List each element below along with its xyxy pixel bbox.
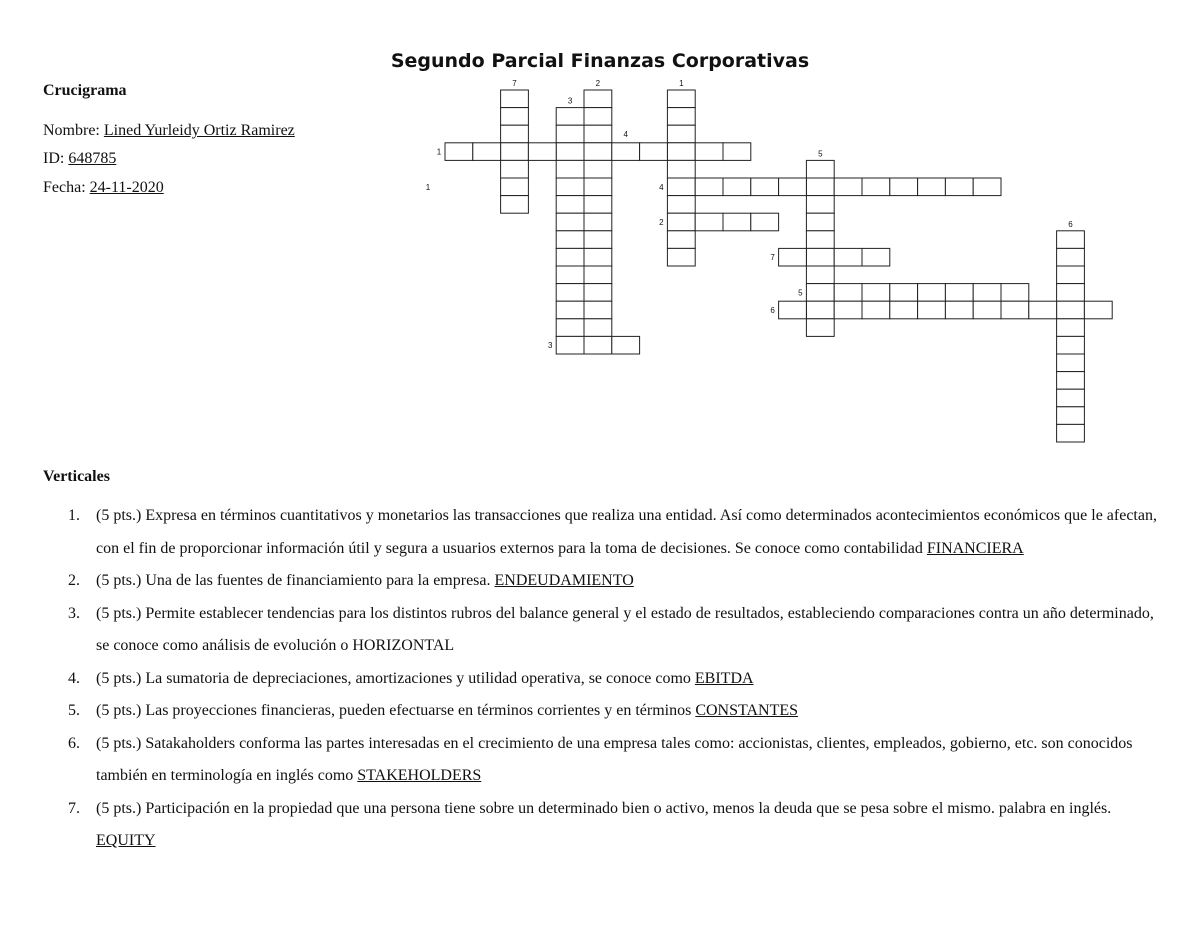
crossword-cell	[834, 178, 862, 196]
crossword-cell	[779, 248, 807, 266]
info-label: Nombre:	[43, 122, 104, 139]
crossword-cell	[1057, 424, 1085, 442]
crossword-cell	[723, 213, 751, 231]
clue-item	[43, 695, 1163, 728]
crossword-cell	[973, 284, 1001, 302]
crossword-cell	[834, 248, 862, 266]
crossword-cell	[1057, 407, 1085, 425]
crossword-cell	[918, 178, 946, 196]
across-clue-number: 4	[659, 182, 664, 192]
crossword-cell	[501, 90, 529, 108]
crossword-cell	[806, 160, 834, 178]
crossword-cell	[584, 301, 612, 319]
crossword-cell	[695, 178, 723, 196]
clue-item	[43, 663, 1163, 696]
crossword-cell	[723, 143, 751, 161]
across-clue-number: 7	[770, 253, 775, 263]
crossword-cell	[612, 336, 640, 354]
crossword-cell	[667, 143, 695, 161]
crossword-cell	[973, 301, 1001, 319]
clue-number: 7.	[68, 799, 80, 817]
crossword-cell	[890, 284, 918, 302]
info-value: 648785	[68, 150, 117, 167]
crossword-cell	[667, 108, 695, 126]
crossword-cell	[1057, 248, 1085, 266]
crossword-heading: Crucigrama	[43, 82, 127, 99]
crossword-cell	[556, 196, 584, 214]
page-title: Segundo Parcial Finanzas Corporativas	[390, 50, 810, 72]
crossword-cell	[1057, 389, 1085, 407]
clue-answer: EBITDA	[694, 669, 754, 687]
crossword-cell	[556, 213, 584, 231]
crossword-cell	[806, 266, 834, 284]
crossword-cell	[556, 284, 584, 302]
down-clue-number: 5	[818, 149, 823, 159]
clue-item	[43, 728, 1163, 793]
clue-item	[43, 565, 1163, 598]
clue-text: (5 pts.) Expresa en términos cuantitativos y monetarios las transacciones que realiza una entidad. Así como determinados acontecimientos económicos que le afectan, con el fin de proporcionar información útil y segura a usuarios externos para la toma de decisiones. Se conoce como contabilidad	[96, 507, 1157, 557]
crossword-cell	[862, 178, 890, 196]
crossword-cell	[806, 301, 834, 319]
clue-item	[43, 793, 1163, 858]
crossword-cell	[695, 143, 723, 161]
crossword-cell	[584, 196, 612, 214]
crossword-cell	[584, 108, 612, 126]
crossword-cell	[556, 125, 584, 143]
down-clue-number: 1	[679, 79, 684, 88]
clue-text: (5 pts.) Las proyecciones financieras, pueden efectuarse en términos corrientes y en términos	[96, 702, 696, 719]
info-value: 24-11-2020	[89, 179, 164, 196]
crossword-cell	[501, 143, 529, 161]
crossword-cell	[556, 319, 584, 337]
clue-text: (5 pts.) Satakaholders conforma las partes interesadas en el crecimiento de una empresa tales como: accionistas, clientes, empleados, gobierno, etc. son conocidos también en terminología en inglés como	[96, 734, 1133, 784]
crossword-cell	[556, 248, 584, 266]
clue-number: 2.	[68, 572, 80, 589]
crossword-cell	[584, 178, 612, 196]
info-value: Lined Yurleidy Ortiz Ramirez	[103, 122, 295, 139]
clue-list	[43, 500, 1163, 858]
clue-text: (5 pts.) La sumatoria de depreciaciones, amortizaciones y utilidad operativa, se conoce como	[96, 669, 695, 687]
clue-answer: ENDEUDAMIENTO	[494, 572, 634, 589]
clue-item	[43, 500, 1163, 565]
crossword-cell	[584, 125, 612, 143]
crossword-cell	[528, 143, 556, 161]
crossword-cell	[584, 160, 612, 178]
crossword-cell	[806, 213, 834, 231]
crossword-cell	[584, 143, 612, 161]
crossword-cell	[1057, 301, 1085, 319]
crossword-cell	[501, 178, 529, 196]
crossword-cell	[1001, 301, 1029, 319]
crossword-cell	[501, 196, 529, 214]
crossword-cell	[667, 213, 695, 231]
crossword-cell	[501, 160, 529, 178]
crossword-cell	[890, 301, 918, 319]
crossword-cell	[501, 125, 529, 143]
crossword-cell	[945, 301, 973, 319]
crossword-cell	[1029, 301, 1057, 319]
clue-answer: EQUITY	[96, 832, 156, 849]
crossword-cell	[667, 125, 695, 143]
crossword-cell	[751, 213, 779, 231]
crossword-cell	[834, 301, 862, 319]
crossword-cell	[1057, 231, 1085, 249]
clue-number: 4.	[68, 669, 80, 687]
crossword-cell	[667, 90, 695, 108]
across-clue-number: 1	[436, 147, 442, 157]
crossword-cell	[584, 90, 612, 108]
info-label: Fecha:	[43, 179, 90, 196]
crossword-cell	[918, 284, 946, 302]
crossword-cell	[584, 284, 612, 302]
crossword-cell	[945, 178, 973, 196]
crossword-cell	[806, 178, 834, 196]
crossword-cell	[862, 301, 890, 319]
crossword-cell	[1084, 301, 1112, 319]
crossword-cell	[556, 160, 584, 178]
crossword-cell	[806, 284, 834, 302]
down-clue-number: 7	[512, 79, 517, 88]
crossword-cell	[890, 178, 918, 196]
crossword-cell	[584, 266, 612, 284]
clue-answer: STAKEHOLDERS	[357, 767, 482, 784]
crossword-cell	[556, 266, 584, 284]
clue-text: (5 pts.) Una de las fuentes de financiamiento para la empresa.	[96, 572, 495, 589]
crossword-cell	[667, 248, 695, 266]
crossword-cell	[556, 301, 584, 319]
grid-number-label: 1	[425, 182, 431, 192]
crossword-cell	[1057, 319, 1085, 337]
crossword-cell	[640, 143, 668, 161]
crossword-cell	[806, 196, 834, 214]
clue-number: 6.	[68, 734, 80, 752]
grid-number-label: 4	[623, 130, 628, 139]
crossword-cell	[1057, 336, 1085, 354]
clue-answer: HORIZONTAL	[352, 637, 455, 654]
crossword-cell	[584, 248, 612, 266]
crossword-cell	[667, 160, 695, 178]
down-clue-number: 3	[567, 96, 573, 106]
crossword-cell	[445, 143, 473, 161]
crossword-cell	[501, 108, 529, 126]
crossword-cell	[667, 231, 695, 249]
crossword-cell	[584, 336, 612, 354]
down-clue-number: 2	[595, 79, 601, 88]
crossword-cell	[723, 178, 751, 196]
across-clue-number: 5	[798, 288, 803, 298]
crossword-cell	[556, 178, 584, 196]
clue-answer: CONSTANTES	[695, 702, 799, 719]
clue-item	[43, 598, 1163, 663]
clue-number: 5.	[68, 702, 80, 719]
crossword-cell	[1057, 372, 1085, 390]
crossword-cell	[695, 213, 723, 231]
crossword-cell	[584, 213, 612, 231]
crossword-cell	[584, 319, 612, 337]
crossword-cell	[667, 178, 695, 196]
crossword-cell	[806, 231, 834, 249]
crossword-cell	[584, 231, 612, 249]
crossword-cell	[918, 301, 946, 319]
crossword-cell	[667, 196, 695, 214]
clue-text: (5 pts.) Participación en la propiedad que una persona tiene sobre un determinado bien o activo, menos la deuda que se pesa sobre el mismo. palabra en inglés.	[96, 799, 1112, 817]
clue-text: (5 pts.) Permite establecer tendencias para los distintos rubros del balance general y el estado de resultados, estableciendo comparaciones contra un año determinado, se conoce como análisis de evolución o	[96, 604, 1154, 654]
section-title: Verticales	[43, 468, 110, 485]
crossword-cell	[556, 336, 584, 354]
crossword-cell	[834, 284, 862, 302]
crossword-cell	[779, 301, 807, 319]
down-clue-number: 6	[1068, 219, 1073, 229]
crossword-cell	[556, 143, 584, 161]
crossword-cell	[1001, 284, 1029, 302]
crossword-cell	[973, 178, 1001, 196]
clue-number: 3.	[68, 604, 80, 622]
crossword-cell	[1057, 266, 1085, 284]
crossword-cell	[612, 143, 640, 161]
crossword-cell	[556, 231, 584, 249]
crossword-cell	[1057, 354, 1085, 372]
clue-number: 1.	[68, 507, 80, 524]
across-clue-number: 6	[770, 306, 775, 315]
crossword-cell	[862, 248, 890, 266]
across-clue-number: 2	[659, 218, 664, 227]
crossword-cell	[806, 248, 834, 266]
crossword-cell	[556, 108, 584, 126]
crossword-cell	[473, 143, 501, 161]
crossword-cell	[751, 178, 779, 196]
crossword-cell	[862, 284, 890, 302]
across-clue-number: 3	[547, 341, 553, 351]
crossword-cell	[779, 178, 807, 196]
crossword-cell	[1057, 284, 1085, 302]
info-label: ID:	[43, 150, 69, 167]
clue-answer: FINANCIERA	[926, 539, 1024, 557]
crossword-cell	[945, 284, 973, 302]
crossword-cell	[806, 319, 834, 337]
